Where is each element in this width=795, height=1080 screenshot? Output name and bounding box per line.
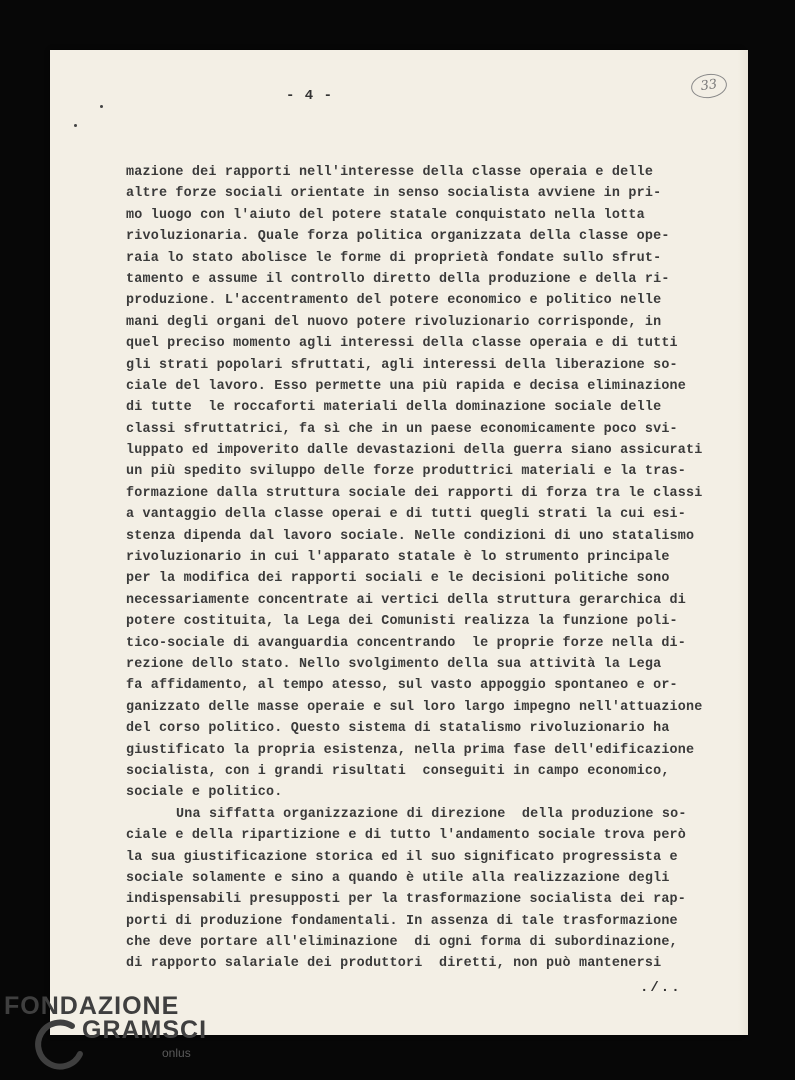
text-line: ciale del lavoro. Esso permette una più rapida e decisa eliminazione <box>126 378 687 394</box>
text-line: quel preciso momento agli interessi della classe operaia e di tutti <box>126 336 678 352</box>
text-line: produzione. L'accentramento del potere economico e politico nelle <box>126 293 662 309</box>
text-line: un più spedito sviluppo delle forze produttrici materiali e la tras- <box>126 464 687 480</box>
text-line: mo luogo con l'aiuto del potere statale conquistato nella lotta <box>126 207 645 223</box>
text-line: Una siffatta organizzazione di direzione della produzione so- <box>176 806 687 822</box>
page-number: - 4 - <box>286 88 334 104</box>
folio-number: 33 <box>690 72 729 101</box>
text-line: ganizzato delle masse operaie e sul loro largo impegno nell'attuazione <box>126 699 703 715</box>
text-line: socialista, con i grandi risultati conseguiti in campo economico, <box>126 763 670 779</box>
ink-speck <box>100 105 103 108</box>
watermark-line1: FONDAZIONE <box>4 992 180 1020</box>
text-line: fa affidamento, al tempo atesso, sul vasto appoggio spontaneo e or- <box>126 678 678 694</box>
text-line: formazione dalla struttura sociale dei rapporti di forza tra le classi <box>126 485 703 501</box>
text-line: rezione dello stato. Nello svolgimento della sua attività la Lega <box>126 656 662 672</box>
text-line: di rapporto salariale dei produttori diretti, non può mantenersi <box>126 956 662 972</box>
watermark-subtitle: onlus <box>162 1046 191 1060</box>
text-line: a vantaggio della classe operai e di tutti quegli strati la cui esi- <box>126 507 687 523</box>
text-line: altre forze sociali orientate in senso socialista avviene in pri- <box>126 186 662 202</box>
text-line: ciale e della ripartizione e di tutto l'andamento sociale trova però <box>126 828 687 844</box>
text-line: potere costituita, la Lega dei Comunisti realizza la funzione poli- <box>126 614 678 630</box>
watermark-line2: GRAMSCI <box>82 1016 208 1044</box>
text-line: gli strati popolari sfruttati, agli interessi della liberazione so- <box>126 357 678 373</box>
text-line: tico-sociale di avanguardia concentrando le proprie forze nella di- <box>126 635 687 651</box>
document-page <box>50 50 742 1035</box>
text-line: porti di produzione fondamentali. In assenza di tale trasformazione <box>126 913 678 929</box>
text-line: raia lo stato abolisce le forme di proprietà fondate sullo sfrut- <box>126 250 662 266</box>
text-line: sociale e politico. <box>126 785 283 801</box>
text-line: del corso politico. Questo sistema di statalismo rivoluzionario ha <box>126 721 670 737</box>
text-line: sociale solamente e sino a quando è utile alla realizzazione degli <box>126 870 670 886</box>
text-line: luppato ed impoverito dalle devastazioni della guerra siano assicurati <box>126 443 703 459</box>
text-line: necessariamente concentrate ai vertici della struttura gerarchica di <box>126 592 687 608</box>
text-line: di tutte le roccaforti materiali della dominazione sociale delle <box>126 400 662 416</box>
text-line: stenza dipenda dal lavoro sociale. Nelle condizioni di uno statalismo <box>126 528 695 544</box>
text-line: mazione dei rapporti nell'interesse della classe operaia e delle <box>126 165 654 180</box>
text-line: tamento e assume il controllo diretto della produzione e della ri- <box>126 271 670 287</box>
text-line: rivoluzionaria. Quale forza politica organizzata della classe ope- <box>126 229 670 245</box>
text-line: mani degli organi del nuovo potere rivoluzionario corrisponde, in <box>126 314 662 330</box>
text-line: che deve portare all'eliminazione di ogni forma di subordinazione, <box>126 935 678 951</box>
watermark-logo <box>4 992 208 1072</box>
typewritten-body <box>126 162 746 975</box>
text-line: per la modifica dei rapporti sociali e le decisioni politiche sono <box>126 571 670 587</box>
text-line: la sua giustificazione storica ed il suo significato progressista e <box>126 849 678 865</box>
text-line: classi sfruttatrici, fa sì che in un paese economicamente poco svi- <box>126 421 678 437</box>
continuation-mark: ./.. <box>640 980 682 996</box>
ink-speck <box>74 124 77 127</box>
text-line: rivoluzionario in cui l'apparato statale è lo strumento principale <box>126 550 670 566</box>
text-line: giustificato la propria esistenza, nella prima fase dell'edificazione <box>126 742 695 758</box>
text-line: indispensabili presupposti per la trasformazione socialista dei rap- <box>126 892 687 908</box>
